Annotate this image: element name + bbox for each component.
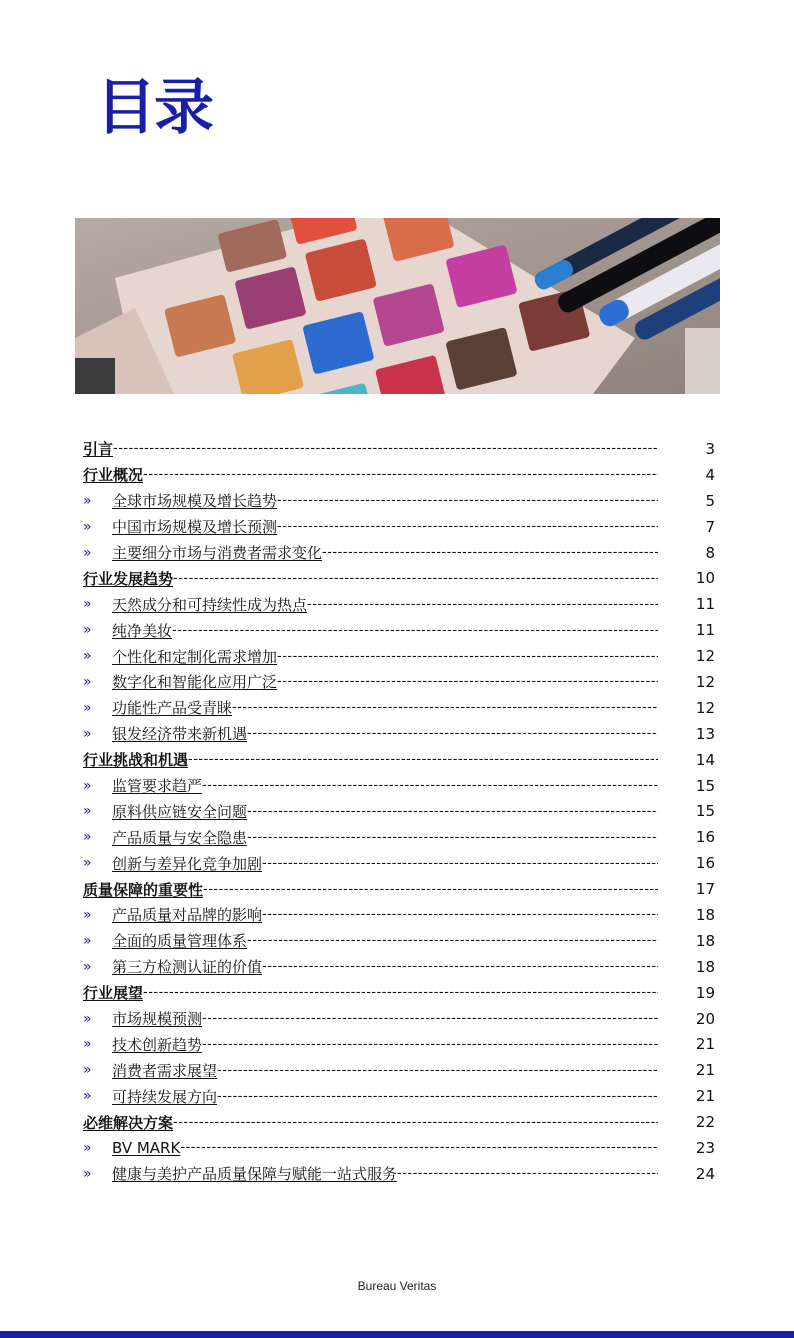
toc-page-number: 15 [695, 802, 715, 821]
toc-page-number: 22 [695, 1113, 715, 1132]
toc-entry-label[interactable]: 数字化和智能化应用广泛 [112, 673, 278, 692]
toc-page-number: 20 [695, 1009, 715, 1028]
toc-entry[interactable] [83, 669, 715, 695]
footer-accent-bar [0, 1331, 794, 1338]
toc-page-number: 16 [695, 854, 715, 873]
bullet-marker: » [83, 803, 92, 820]
toc-leader [172, 623, 658, 638]
toc-leader [307, 597, 658, 612]
toc-page-number: 17 [695, 880, 715, 899]
toc-entry-label[interactable]: 个性化和定制化需求增加 [112, 647, 278, 666]
toc-leader [322, 545, 658, 560]
toc-entry[interactable] [83, 1057, 715, 1083]
bullet-marker: » [83, 777, 92, 794]
toc-entry[interactable] [83, 514, 715, 540]
toc-entry[interactable] [83, 1161, 715, 1187]
toc-page-number: 18 [695, 957, 715, 976]
bullet-marker: » [83, 958, 92, 975]
toc-entry-label[interactable]: 市场规模预测 [112, 1010, 203, 1029]
toc-entry-label[interactable]: 创新与差异化竞争加剧 [112, 854, 263, 873]
toc-entry[interactable] [83, 695, 715, 721]
bullet-marker: » [83, 855, 92, 872]
toc-entry-label[interactable]: 第三方检测认证的价值 [112, 958, 263, 977]
toc-page-number: 12 [695, 647, 715, 666]
bullet-marker: » [83, 1139, 92, 1156]
toc-entry-label[interactable]: 中国市场规模及增长预测 [112, 518, 278, 537]
bullet-marker: » [83, 596, 92, 613]
toc-leader [232, 700, 658, 715]
toc-leader [262, 907, 658, 922]
toc-entry-label[interactable]: 主要细分市场与消费者需求变化 [112, 544, 323, 562]
toc-page-number: 18 [695, 931, 715, 950]
toc-entry[interactable] [83, 488, 715, 514]
toc-leader [113, 441, 658, 456]
toc-leader [202, 778, 658, 793]
toc-entry-label[interactable]: 功能性产品受青睐 [112, 699, 233, 718]
toc-leader [203, 882, 658, 897]
toc-entry[interactable] [83, 1006, 715, 1032]
bullet-marker: » [83, 725, 92, 742]
toc-page-number: 5 [705, 491, 715, 510]
toc-page-number: 21 [695, 1061, 715, 1080]
toc-entry[interactable] [83, 1109, 715, 1135]
toc-page-number: 12 [695, 672, 715, 691]
toc-page-number: 8 [705, 543, 715, 562]
toc-leader [247, 804, 658, 819]
toc-page-number: 21 [695, 1087, 715, 1106]
toc-leader [173, 571, 658, 586]
toc-entry-label[interactable]: 健康与美护产品质量保障与赋能一站式服务 [112, 1165, 398, 1184]
toc-leader [202, 1037, 658, 1052]
toc-entry[interactable] [83, 436, 715, 462]
bullet-marker: » [83, 906, 92, 923]
toc-entry-label[interactable]: 产品质量对品牌的影响 [112, 906, 263, 925]
toc-entry-label[interactable]: 行业展望 [83, 984, 144, 1003]
bullet-marker: » [83, 622, 92, 639]
table-of-contents [83, 436, 715, 1187]
toc-entry[interactable] [83, 850, 715, 876]
toc-page-number: 24 [695, 1164, 715, 1183]
footer-company-name: Bureau Veritas [357, 1279, 437, 1293]
toc-entry[interactable] [83, 747, 715, 773]
toc-entry[interactable] [83, 954, 715, 980]
toc-entry[interactable] [83, 902, 715, 928]
bullet-marker: » [83, 544, 92, 561]
bullet-marker: » [83, 673, 92, 690]
bullet-marker: » [83, 518, 92, 535]
toc-leader [143, 467, 658, 482]
toc-entry[interactable] [83, 591, 715, 617]
toc-entry[interactable] [83, 1135, 715, 1161]
toc-leader [180, 1140, 658, 1155]
toc-page-number: 7 [705, 517, 715, 536]
toc-entry-label[interactable]: 行业发展趋势 [83, 569, 174, 588]
bullet-marker: » [83, 1036, 92, 1053]
toc-page-number: 19 [695, 983, 715, 1002]
toc-leader [217, 1063, 658, 1078]
toc-entry[interactable] [83, 540, 715, 566]
toc-entry-label[interactable]: 全面的质量管理体系 [112, 932, 248, 951]
toc-leader [262, 856, 658, 871]
toc-leader [247, 726, 658, 741]
toc-page-number: 10 [695, 569, 715, 588]
toc-page-number: 23 [695, 1138, 715, 1157]
hero-image-eyeshadow-palette [75, 218, 720, 394]
toc-leader [202, 1011, 658, 1026]
toc-page-number: 16 [695, 828, 715, 847]
toc-entry-label[interactable]: 技术创新趋势 [112, 1035, 203, 1054]
toc-entry[interactable] [83, 876, 715, 902]
toc-page-number: 12 [695, 698, 715, 717]
bullet-marker: » [83, 1088, 92, 1105]
toc-entry-label[interactable]: 质量保障的重要性 [83, 880, 204, 899]
toc-leader [188, 752, 658, 767]
bullet-marker: » [83, 829, 92, 846]
toc-entry-label[interactable]: 消费者需求展望 [112, 1061, 218, 1080]
toc-entry[interactable] [83, 643, 715, 669]
toc-leader [277, 519, 658, 534]
toc-page-number: 15 [695, 776, 715, 795]
toc-entry-label[interactable]: BV MARK [112, 1138, 181, 1157]
toc-entry[interactable] [83, 617, 715, 643]
toc-page-number: 18 [695, 905, 715, 924]
toc-entry[interactable] [83, 1083, 715, 1109]
toc-entry-label[interactable]: 必维解决方案 [83, 1113, 174, 1132]
toc-entry[interactable] [83, 462, 715, 488]
toc-leader [247, 830, 658, 845]
toc-entry[interactable] [83, 721, 715, 747]
toc-page-number: 14 [695, 750, 715, 769]
toc-page-number: 3 [705, 439, 715, 458]
toc-entry-label[interactable]: 监管要求趋严 [112, 777, 203, 796]
toc-page-number: 11 [695, 621, 715, 640]
bullet-marker: » [83, 492, 92, 509]
bullet-marker: » [83, 699, 92, 716]
toc-entry[interactable] [83, 798, 715, 824]
bullet-marker: » [83, 1165, 92, 1182]
toc-page-number: 11 [695, 595, 715, 614]
page-title: 目录 [96, 73, 212, 143]
toc-leader [397, 1166, 658, 1181]
toc-page-number: 13 [695, 724, 715, 743]
bullet-marker: » [83, 932, 92, 949]
toc-entry[interactable] [83, 773, 715, 799]
toc-entry-label[interactable]: 可持续发展方向 [112, 1087, 218, 1106]
toc-leader [247, 933, 658, 948]
toc-leader [277, 649, 658, 664]
toc-entry-label[interactable]: 全球市场规模及增长趋势 [112, 492, 278, 511]
toc-entry[interactable] [83, 980, 715, 1006]
toc-entry[interactable] [83, 824, 715, 850]
bullet-marker: » [83, 1062, 92, 1079]
toc-page-number: 4 [705, 465, 715, 484]
toc-leader [262, 959, 658, 974]
toc-entry-label[interactable]: 银发经济带来新机遇 [112, 725, 248, 744]
toc-leader [217, 1089, 658, 1104]
toc-entry-label[interactable]: 行业概况 [83, 466, 144, 485]
bullet-marker: » [83, 1010, 92, 1027]
toc-page-number: 21 [695, 1035, 715, 1054]
toc-entry-label[interactable]: 行业挑战和机遇 [83, 751, 189, 770]
toc-entry-label[interactable]: 产品质量与安全隐患 [112, 828, 248, 847]
bullet-marker: » [83, 648, 92, 665]
toc-entry-label[interactable]: 引言 [83, 440, 114, 459]
toc-entry[interactable] [83, 928, 715, 954]
toc-entry-label[interactable]: 天然成分和可持续性成为热点 [112, 595, 308, 614]
toc-leader [277, 674, 658, 689]
toc-entry-label[interactable]: 原料供应链安全问题 [112, 802, 248, 821]
toc-leader [277, 493, 658, 508]
toc-entry[interactable] [83, 1031, 715, 1057]
toc-leader [143, 985, 658, 1000]
toc-leader [173, 1115, 658, 1130]
toc-entry[interactable] [83, 565, 715, 591]
toc-entry-label[interactable]: 纯净美妆 [112, 621, 173, 640]
